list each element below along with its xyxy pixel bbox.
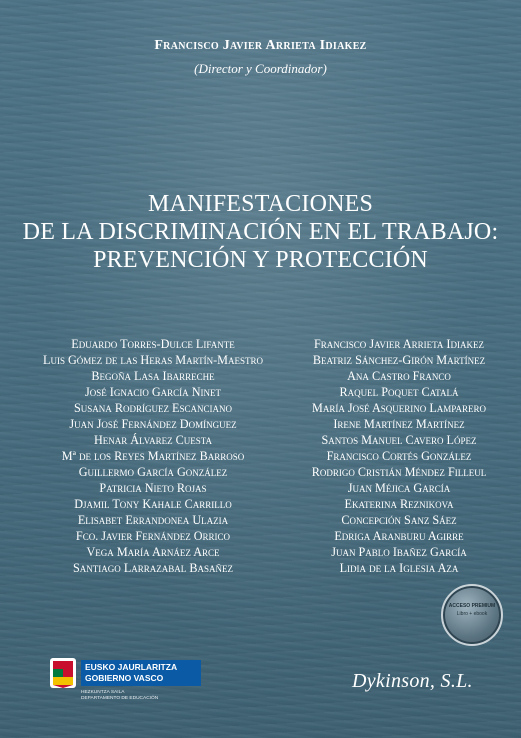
author-name: Susana Rodríguez Escanciano [74,401,232,415]
authors-left-column [28,336,278,576]
author-name: Juan Pablo Ibañez García [331,545,467,559]
authors-right-column [281,336,517,576]
director-name: Francisco Javier Arrieta Idiakez [154,38,367,53]
author-name: Patricia Nieto Rojas [99,481,207,495]
badge-title: ACCESO PREMIUM [448,603,496,609]
department-name-spanish: DEPARTAMENTO DE EDUCACIÓN [81,696,159,701]
title-line: MANIFESTACIONES [147,191,374,217]
author-name: José Ignacio García Ninet [84,385,222,399]
author-name: Eduardo Torres-Dulce Lifante [71,337,235,351]
author-name: Vega María Arnáez Arce [86,545,220,559]
author-name: Luis Gómez de las Heras Martín-Maestro [43,353,263,367]
author-name: Guillermo García González [78,465,228,479]
author-name: Fco. Javier Fernández Orrico [75,529,231,543]
author-name: Beatriz Sánchez-Girón Martínez [312,353,486,367]
author-name: Ekaterina Reznikova [344,497,454,511]
author-name: Begoña Lasa Ibarreche [91,369,215,383]
government-name-basque: EUSKO JAURLARITZA [85,662,178,672]
author-name: Francisco Javier Arrieta Idiakez [314,337,484,351]
author-name: Edriga Aranburu Agirre [334,529,464,543]
author-name: Francisco Cortés González [326,449,472,463]
author-name: Ana Castro Franco [347,369,451,383]
author-name: Santiago Larrazabal Basañez [73,561,233,575]
author-name: Raquel Poquet Catalá [339,385,459,399]
author-name: Lidia de la Iglesia Aza [339,561,459,575]
director-role: (Director y Coordinador) [194,61,327,76]
badge-subtitle: Libro + ebook [456,611,488,617]
author-name: Djamil Tony Kahale Carrillo [74,497,232,511]
author-name: Juan Méjica García [347,481,451,495]
publisher-logo: Dykinson, S.L. [352,670,473,692]
government-name-box [81,660,201,686]
author-name: Rodrigo Cristián Méndez Filleul [311,465,487,479]
author-name: Santos Manuel Cavero López [321,433,477,447]
author-name: Irene Martínez Martínez [333,417,465,431]
author-name: Mª de los Reyes Martínez Barroso [61,449,245,463]
title-line: PREVENCIÓN Y PROTECCIÓN [93,247,428,273]
author-name: María José Asquerino Lamparero [312,401,486,415]
premium-access-badge [441,584,503,646]
author-name: Juan José Fernández Domínguez [69,417,237,431]
department-name-basque: HEZKUNTZA SAILA [81,690,125,695]
author-name: Henar Álvarez Cuesta [93,433,213,447]
title-line: DE LA DISCRIMINACIÓN EN EL TRABAJO: [22,219,499,245]
author-name: Concepción Sanz Sáez [341,513,457,527]
coat-of-arms-icon [50,658,76,688]
government-name-spanish: GOBIERNO VASCO [85,673,164,683]
book-title [0,190,521,274]
author-name: Elisabet Errandonea Ulazia [77,513,229,527]
